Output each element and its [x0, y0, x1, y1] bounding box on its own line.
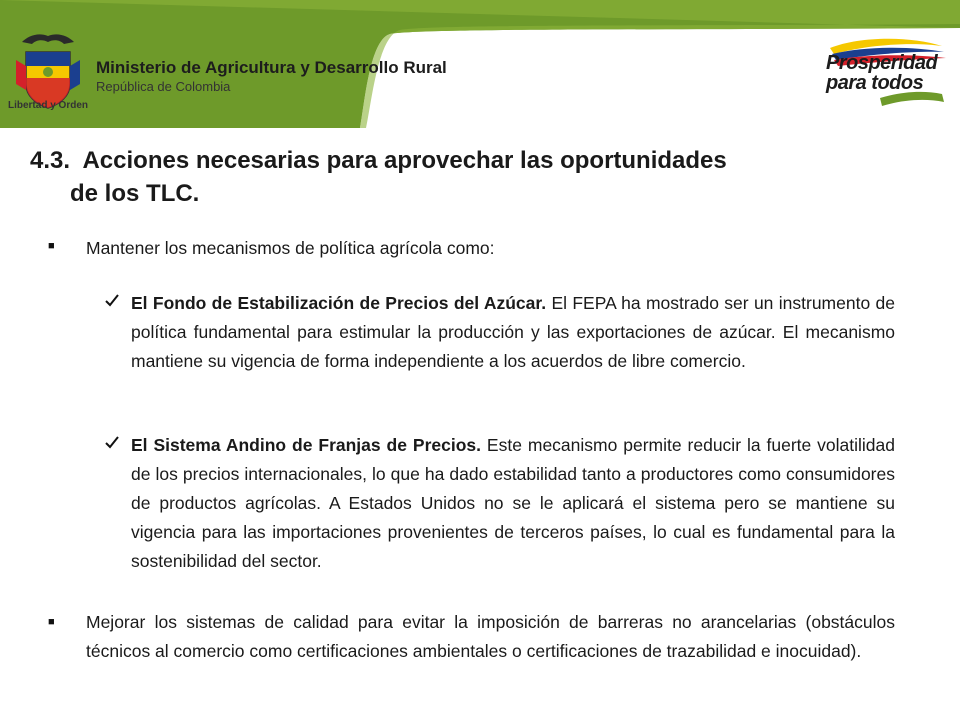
square-bullet-icon: ■ — [48, 240, 55, 252]
bullet-item-calidad: Mejorar los sistemas de calidad para evitar la imposición de barreras no arancelarias (obstáculos técnicos al comercio como certificaciones ambientales o certificaciones de trazabilidad e inocuidad). — [86, 612, 895, 661]
slide-title-line2: de los TLC. — [30, 180, 200, 207]
bullet-item: Mantener los mecanismos de política agrícola como: — [86, 238, 495, 258]
slide-title-line1: 4.3. Acciones necesarias para aprovechar las oportunidades — [30, 147, 727, 174]
check-item-franjas-text: Este mecanismo permite reducir la fuerte volatilidad de los precios internacionales, lo que ha dado estabilidad tanto a productores como consumidores de productos agrícolas. A Estados Unidos no se le aplicará el sistema pero se mantiene su vigencia para las importaciones provenientes de terceros países, lo cual es fundamental para la sostenibilidad del sector. — [131, 435, 895, 571]
brand-slogan-line1: Prosperidad — [826, 52, 938, 74]
checkmark-icon — [104, 292, 120, 308]
ministry-subtitle: República de Colombia — [96, 79, 231, 94]
check-item-fepa — [131, 289, 895, 376]
square-bullet-icon: ■ — [48, 616, 55, 628]
ministry-name: Ministerio de Agricultura y Desarrollo Rural — [96, 58, 447, 77]
check-item-franjas — [131, 431, 895, 576]
checkmark-icon — [104, 434, 120, 450]
check-item-fepa-title: El Fondo de Estabilización de Precios del Azúcar. — [131, 293, 547, 313]
check-item-franjas-title: El Sistema Andino de Franjas de Precios. — [131, 435, 481, 455]
brand-slogan-line2: para todos — [826, 72, 924, 94]
crest-motto: Libertad y Orden — [7, 100, 88, 111]
check-item-fepa-text: El FEPA ha mostrado ser un instrumento de política fundamental para estimular la producción y las exportaciones de azúcar. El mecanismo mantiene su vigencia de forma independiente a los acuerdos de libre comercio. — [131, 293, 896, 371]
